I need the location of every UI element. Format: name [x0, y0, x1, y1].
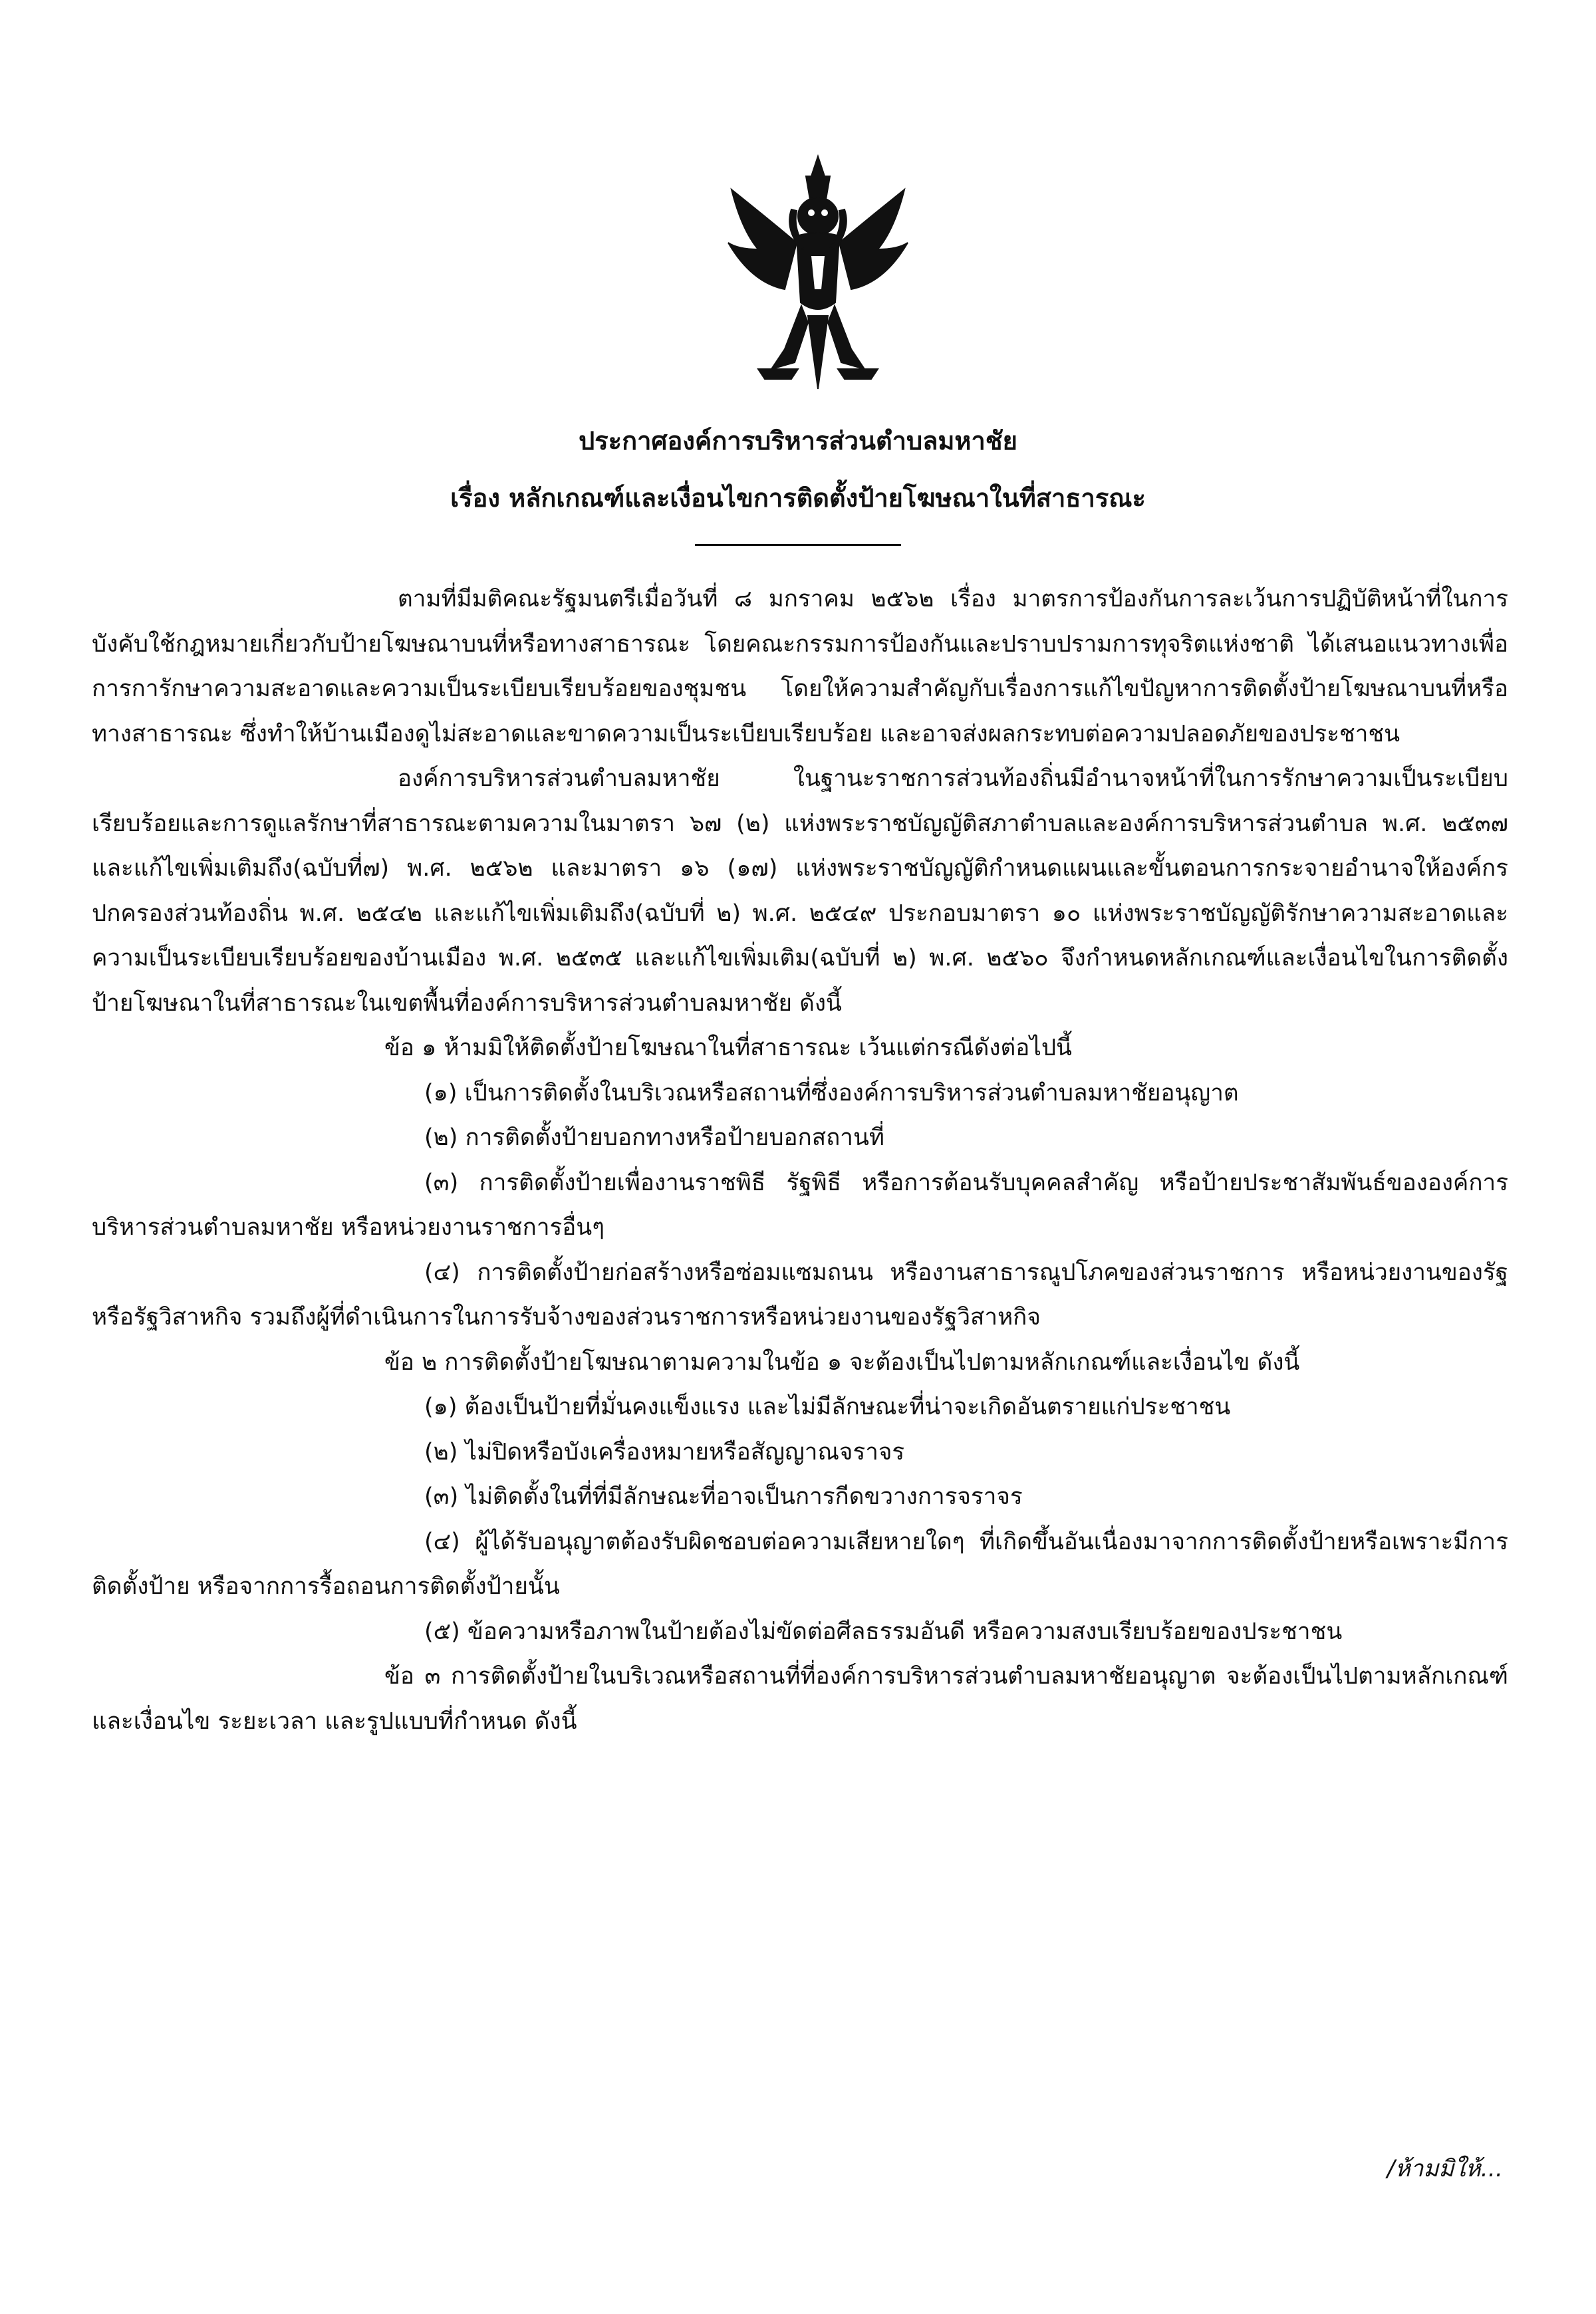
announcement-title: ประกาศองค์การบริหารส่วนตำบลมหาชัย: [579, 426, 1017, 455]
clause-1-item-3: (๓) การติดตั้งป้ายเพื่องานราชพิธี รัฐพิธี หรือการต้อนรับบุคคลสำคัญ หรือป้ายประชาสัมพันธ์ขององค์การบริหารส่วนตำบลมหาชัย หรือหน่วยงานราชการอื่นๆ: [92, 1169, 1508, 1241]
paragraph-authority: องค์การบริหารส่วนตำบลมหาชัย ในฐานะราชการส่วนท้องถิ่นมีอำนาจหน้าที่ในการรักษาความเป็นระเบียบเรียบร้อยและการดูแลรักษาที่สาธารณะตามความในมาตรา ๖๗ (๒) แห่งพระราชบัญญัติสภาตำบลและองค์การบริหารส่วนตำบล พ.ศ. ๒๕๓๗ และแก้ไขเพิ่มเติมถึง(ฉบับที่๗) พ.ศ. ๒๕๖๒ และมาตรา ๑๖ (๑๗) แห่งพระราชบัญญัติกำหนดแผนและขั้นตอนการกระจายอำนาจให้องค์กรปกครองส่วนท้องถิ่น พ.ศ. ๒๕๔๒ และแก้ไขเพิ่มเติมถึง(ฉบับที่ ๒) พ.ศ. ๒๕๔๙ ประกอบมาตรา ๑๐ แห่งพระราชบัญญัติรักษาความสะอาดและความเป็นระเบียบเรียบร้อยของบ้านเมือง พ.ศ. ๒๕๓๕ และแก้ไขเพิ่มเติม(ฉบับที่ ๒) พ.ศ. ๒๕๖๐ จึงกำหนดหลักเกณฑ์และเงื่อนไขในการติดตั้งป้ายโฆษณาในที่สาธารณะในเขตพื้นที่องค์การบริหารส่วนตำบลมหาชัย ดังนี้: [92, 765, 1508, 1017]
clause-2-item-2: (๒) ไม่ปิดหรือบังเครื่องหมายหรือสัญญาณจราจร: [424, 1438, 905, 1466]
clause-1-item-1: (๑) เป็นการติดตั้งในบริเวณหรือสถานที่ซึ่งองค์การบริหารส่วนตำบลมหาชัยอนุญาต: [424, 1079, 1239, 1106]
announcement-body: [92, 577, 1508, 1744]
clause-2-item-5: (๕) ข้อความหรือภาพในป้ายต้องไม่ขัดต่อศีลธรรมอันดี หรือความสงบเรียบร้อยของประชาชน: [424, 1618, 1343, 1645]
clause-2-item-4: (๔) ผู้ได้รับอนุญาตต้องรับผิดชอบต่อความเสียหายใดๆ ที่เกิดขึ้นอันเนื่องมาจากการติดตั้งป้ายหรือเพราะมีการติดตั้งป้าย หรือจากการรื้อถอนการติดตั้งป้ายนั้น: [92, 1528, 1508, 1600]
paragraph-background: ตามที่มีมติคณะรัฐมนตรีเมื่อวันที่ ๘ มกราคม ๒๕๖๒ เรื่อง มาตรการป้องกันการละเว้นการปฏิบัติหน้าที่ในการบังคับใช้กฎหมายเกี่ยวกับป้ายโฆษณาบนที่หรือทางสาธารณะ โดยคณะกรรมการป้องกันและปราบปรามการทุจริตแห่งชาติ ได้เสนอแนวทางเพื่อการการักษาความสะอาดและความเป็นระเบียบเรียบร้อยของชุมชน โดยให้ความสำคัญกับเรื่องการแก้ไขปัญหาการติดตั้งป้ายโฆษณาบนที่หรือทางสาธารณะ ซึ่งทำให้บ้านเมืองดูไม่สะอาดและขาดความเป็นระเบียบเรียบร้อย และอาจส่งผลกระทบต่อความปลอดภัยของประชาชน: [92, 586, 1508, 747]
clause-3: ข้อ ๓ การติดตั้งป้ายในบริเวณหรือสถานที่ที่องค์การบริหารส่วนตำบลมหาชัยอนุญาต จะต้องเป็นไปตามหลักเกณฑ์และเงื่อนไข ระยะเวลา และรูปแบบที่กำหนด ดังนี้: [92, 1663, 1508, 1735]
garuda-emblem-icon: [718, 150, 918, 402]
announcement-subject: เรื่อง หลักเกณฑ์และเงื่อนไขการติดตั้งป้ายโฆษณาในที่สาธารณะ: [450, 483, 1146, 513]
page-continuation: /ห้ามมิให้...: [1387, 2156, 1503, 2182]
clause-2-item-1: (๑) ต้องเป็นป้ายที่มั่นคงแข็งแรง และไม่มีลักษณะที่น่าจะเกิดอันตรายแก่ประชาชน: [424, 1394, 1231, 1420]
clause-1-item-4: (๔) การติดตั้งป้ายก่อสร้างหรือซ่อมแซมถนน หรืองานสาธารณูปโภคของส่วนราชการ หรือหน่วยงานของรัฐหรือรัฐวิสาหกิจ รวมถึงผู้ที่ดำเนินการในการรับจ้างของส่วนราชการหรือหน่วยงานของรัฐวิสาหกิจ: [92, 1259, 1508, 1331]
title-divider: [695, 544, 901, 546]
clause-1: ข้อ ๑ ห้ามมิให้ติดตั้งป้ายโฆษณาในที่สาธารณะ เว้นแต่กรณีดังต่อไปนี้: [384, 1035, 1072, 1061]
clause-1-item-2: (๒) การติดตั้งป้ายบอกทางหรือป้ายบอกสถานที่: [424, 1124, 884, 1151]
clause-2-item-3: (๓) ไม่ติดตั้งในที่ที่มีลักษณะที่อาจเป็นการกีดขวางการจราจร: [424, 1483, 1023, 1510]
clause-2: ข้อ ๒ การติดตั้งป้ายโฆษณาตามความในข้อ ๑ จะต้องเป็นไปตามหลักเกณฑ์และเงื่อนไข ดังนี้: [384, 1349, 1300, 1376]
